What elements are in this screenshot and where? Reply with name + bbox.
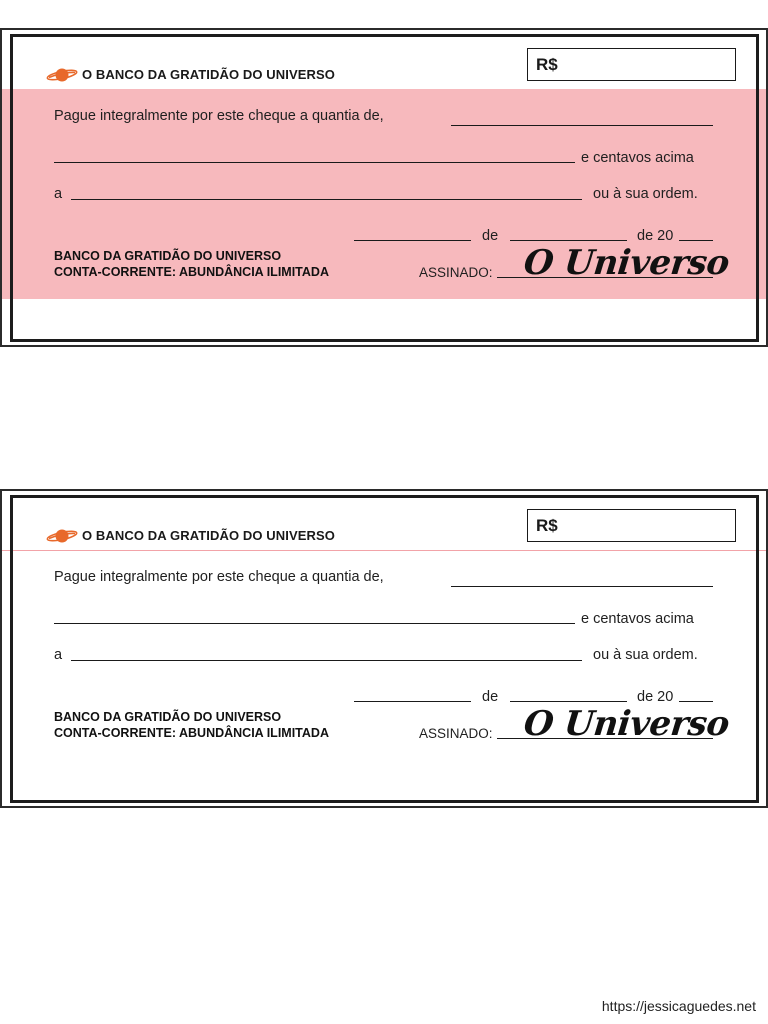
footer-url[interactable]: https://jessicaguedes.net bbox=[601, 998, 756, 1014]
date-year-line[interactable] bbox=[679, 701, 713, 702]
date-de: de bbox=[482, 228, 499, 244]
cheque-pink bbox=[0, 28, 768, 346]
amount-box[interactable] bbox=[527, 509, 736, 542]
currency-label: R$ bbox=[536, 516, 558, 535]
currency-label: R$ bbox=[536, 55, 558, 74]
amount-words-line-1[interactable] bbox=[451, 125, 713, 126]
footer-account: CONTA-CORRENTE: ABUNDÂNCIA ILIMITADA bbox=[54, 265, 329, 279]
payee-prefix: a bbox=[54, 647, 63, 663]
footer-bank: BANCO DA GRATIDÃO DO UNIVERSO bbox=[54, 249, 282, 263]
amount-words-line-2[interactable] bbox=[54, 623, 575, 624]
signed-label: ASSINADO: bbox=[419, 726, 493, 741]
footer-account: CONTA-CORRENTE: ABUNDÂNCIA ILIMITADA bbox=[54, 726, 329, 740]
order-text: ou à sua ordem. bbox=[593, 186, 698, 202]
planet-icon bbox=[46, 66, 78, 84]
amount-prompt: Pague integralmente por este cheque a quantia de, bbox=[54, 108, 384, 124]
date-de: de bbox=[482, 689, 499, 705]
cents-text: e centavos acima bbox=[581, 150, 694, 166]
payee-line[interactable] bbox=[71, 660, 582, 661]
bank-title: O BANCO DA GRATIDÃO DO UNIVERSO bbox=[82, 67, 335, 82]
date-day-line[interactable] bbox=[354, 240, 471, 241]
amount-words-line-1[interactable] bbox=[451, 586, 713, 587]
signed-label: ASSINADO: bbox=[419, 265, 493, 280]
amount-prompt: Pague integralmente por este cheque a quantia de, bbox=[54, 569, 384, 585]
order-text: ou à sua ordem. bbox=[593, 647, 698, 663]
cheque-white bbox=[0, 489, 768, 807]
amount-words-line-2[interactable] bbox=[54, 162, 575, 163]
date-year: de 20 bbox=[637, 689, 674, 705]
planet-icon bbox=[46, 527, 78, 545]
amount-box[interactable] bbox=[527, 48, 736, 81]
payee-line[interactable] bbox=[71, 199, 582, 200]
date-month-line[interactable] bbox=[510, 701, 627, 702]
cents-text: e centavos acima bbox=[581, 611, 694, 627]
payee-prefix: a bbox=[54, 186, 63, 202]
signature: O Universo bbox=[521, 704, 731, 744]
footer-bank: BANCO DA GRATIDÃO DO UNIVERSO bbox=[54, 710, 282, 724]
date-year: de 20 bbox=[637, 228, 674, 244]
date-day-line[interactable] bbox=[354, 701, 471, 702]
bank-title: O BANCO DA GRATIDÃO DO UNIVERSO bbox=[82, 528, 335, 543]
signature: O Universo bbox=[521, 243, 731, 283]
date-year-line[interactable] bbox=[679, 240, 713, 241]
date-month-line[interactable] bbox=[510, 240, 627, 241]
